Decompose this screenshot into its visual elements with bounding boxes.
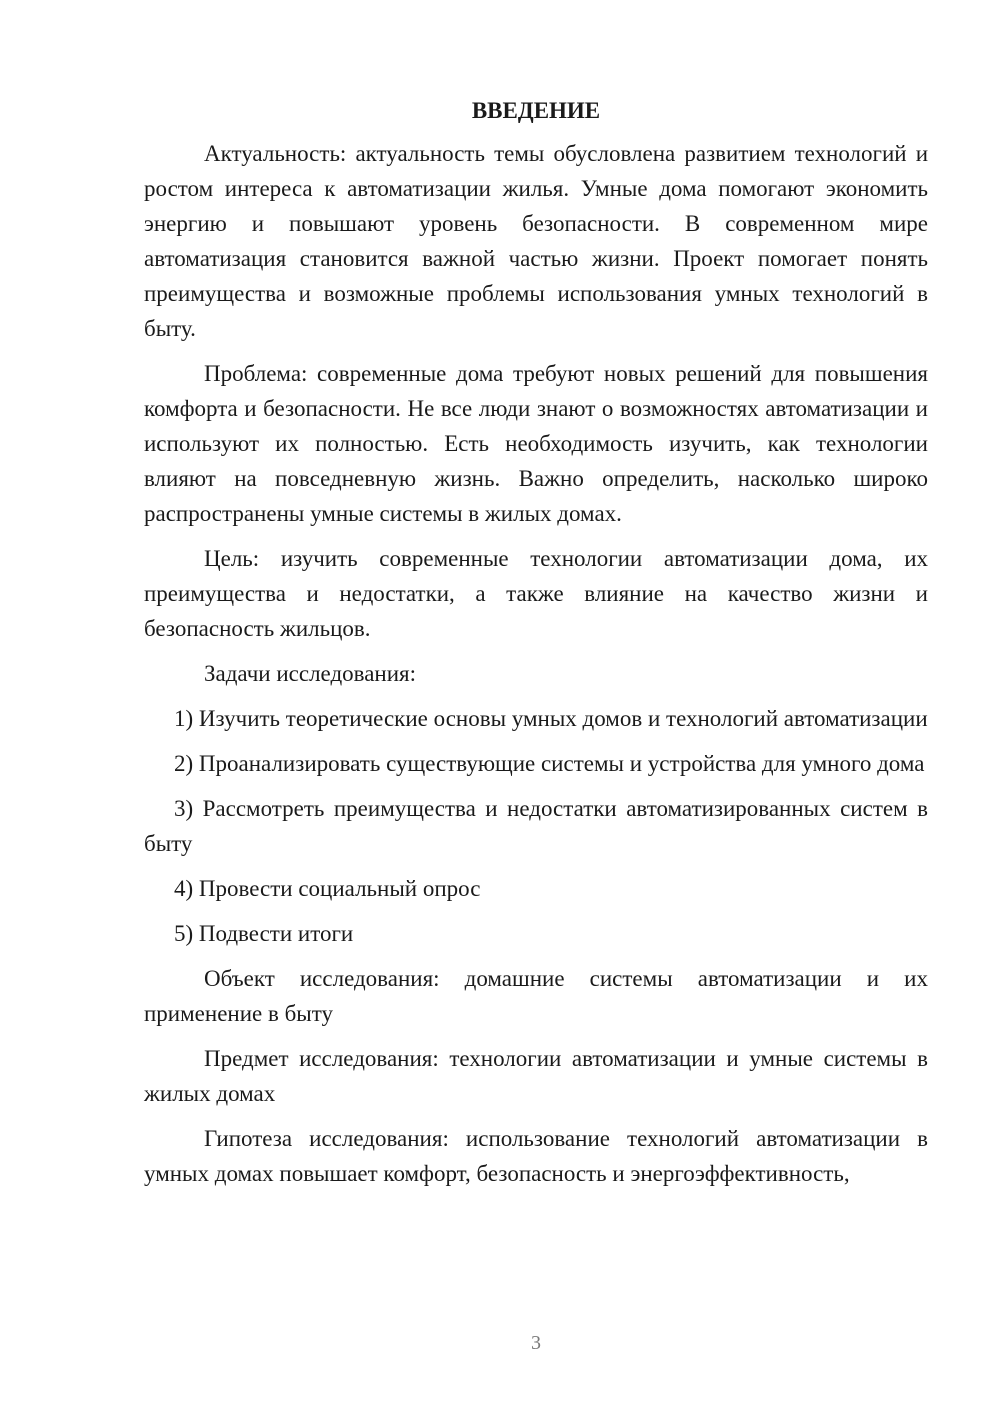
tasks-heading: Задачи исследования: bbox=[204, 661, 417, 686]
relevance-paragraph: Актуальность: актуальность темы обусловлена развитием технологий и ростом интереса к автоматизации жилья. Умные дома помогают экономить энергию и повышают уровень безопасности. В современном мире автоматизация становится важной частью жизни. Проект помогает понять преимущества и возможные проблемы использования умных технологий в быту. bbox=[144, 141, 928, 341]
task-item-5: 5) Подвести итоги bbox=[174, 921, 354, 946]
task-item-4: 4) Провести социальный опрос bbox=[174, 876, 481, 901]
subject-paragraph: Предмет исследования: технологии автоматизации и умные системы в жилых домах bbox=[144, 1046, 928, 1106]
page-content bbox=[144, 96, 928, 1201]
task-item-3: 3) Рассмотреть преимущества и недостатки автоматизированных систем в быту bbox=[144, 796, 928, 856]
task-item-2: 2) Проанализировать существующие системы и устройства для умного дома bbox=[174, 751, 925, 776]
problem-paragraph: Проблема: современные дома требуют новых решений для повышения комфорта и безопасности. Не все люди знают о возможностях автоматизации и используют их полностью. Есть необходимость изучить, как технологии влияют на повседневную жизнь. Важно определить, насколько широко распространены умные системы в жилых домах. bbox=[144, 361, 928, 526]
object-paragraph: Объект исследования: домашние системы автоматизации и их применение в быту bbox=[144, 966, 928, 1026]
page-number: 3 bbox=[531, 1332, 541, 1354]
task-item-1: 1) Изучить теоретические основы умных домов и технологий автоматизации bbox=[174, 706, 928, 731]
goal-paragraph: Цель: изучить современные технологии автоматизации дома, их преимущества и недостатки, а также влияние на качество жизни и безопасность жильцов. bbox=[144, 546, 928, 641]
page-title: ВВЕДЕНИЕ bbox=[471, 98, 601, 123]
hypothesis-paragraph: Гипотеза исследования: использование технологий автоматизации в умных домах повышает комфорт, безопасность и энергоэффективность, bbox=[144, 1126, 928, 1186]
